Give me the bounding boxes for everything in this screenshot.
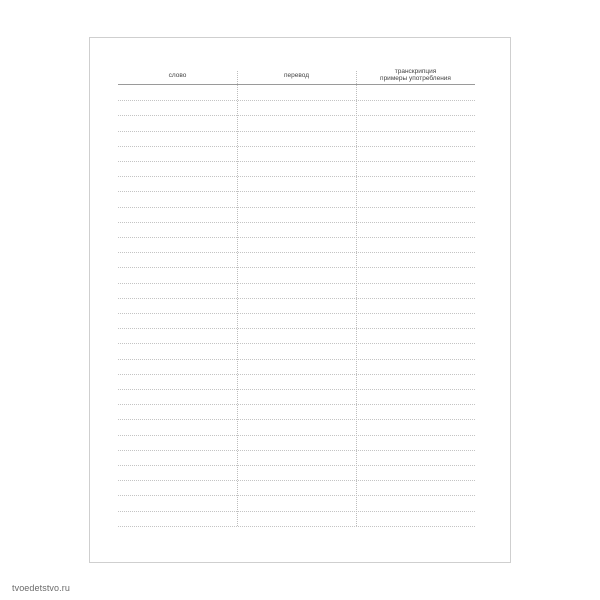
column-header-transcription-line2: примеры употребления [380, 75, 451, 82]
column-header-transcription [356, 66, 475, 84]
table-row [118, 191, 475, 207]
column-header-translation [237, 66, 356, 84]
table-row [118, 465, 475, 481]
table-row [118, 207, 475, 223]
table-row [118, 404, 475, 420]
column-separator [356, 71, 357, 526]
column-header-transcription-line1: транскрипция [394, 68, 437, 75]
table-row [118, 450, 475, 466]
column-header-word-label: слово [168, 71, 187, 79]
table-row [118, 419, 475, 435]
column-separator [237, 71, 238, 526]
table-row [118, 298, 475, 314]
table-row [118, 313, 475, 329]
vocabulary-table [118, 66, 475, 526]
table-row [118, 146, 475, 162]
table-row [118, 283, 475, 299]
table-row [118, 161, 475, 177]
table-row [118, 222, 475, 238]
table-header [118, 66, 475, 85]
table-row [118, 495, 475, 511]
table-row [118, 343, 475, 359]
table-row [118, 176, 475, 192]
table-row [118, 115, 475, 131]
table-row [118, 267, 475, 283]
table-row [118, 85, 475, 101]
table-row [118, 480, 475, 496]
table-row [118, 374, 475, 390]
table-row [118, 389, 475, 405]
table-row [118, 359, 475, 375]
table-row [118, 237, 475, 253]
table-row [118, 131, 475, 147]
table-row [118, 511, 475, 527]
table-row [118, 435, 475, 451]
column-header-translation-label: перевод [283, 71, 309, 79]
vocabulary-sheet [89, 37, 511, 563]
table-row [118, 328, 475, 344]
column-header-word [118, 66, 237, 84]
table-row [118, 100, 475, 116]
table-row [118, 252, 475, 268]
watermark: tvoedetstvo.ru [12, 583, 70, 593]
